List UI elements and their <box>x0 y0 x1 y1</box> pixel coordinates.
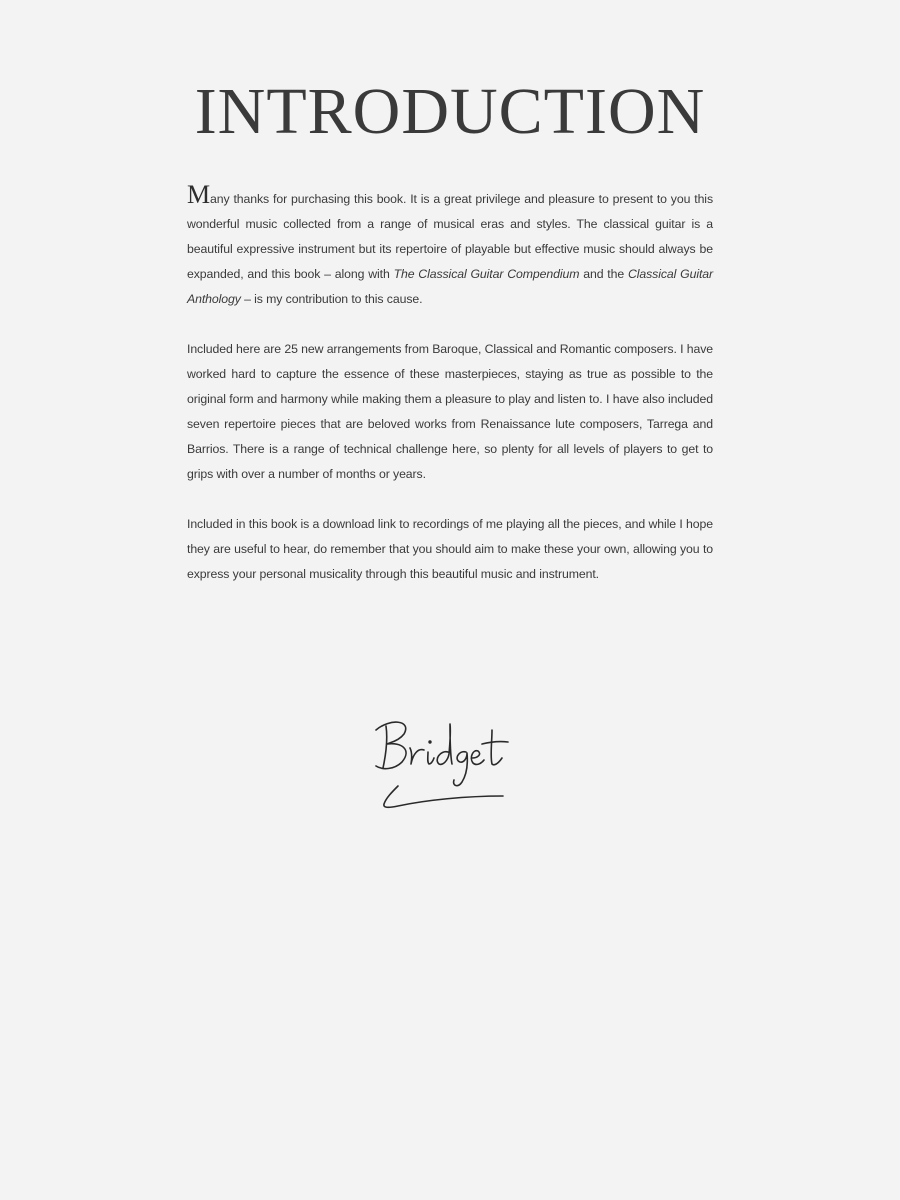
paragraph-1-text-c: – is my contribution to this cause. <box>240 292 423 306</box>
paragraph-1-text-a: any thanks for purchasing this book. It is a great privilege and pleasure to present to you this wonderful music collected from a range of musical eras and styles. The classical guitar is a beautiful expressive instrument but its repertoire of playable but effective music should always be expanded, and this book – along with <box>187 192 713 281</box>
drop-cap: M <box>187 180 211 209</box>
signature-image <box>368 712 538 822</box>
body-text <box>187 180 713 612</box>
paragraph-1 <box>187 180 713 312</box>
paragraph-1-text-b: and the <box>579 267 628 281</box>
paragraph-2: Included here are 25 new arrangements from Baroque, Classical and Romantic composers. I have worked hard to capture the essence of these masterpieces, staying as true as possible to the original form and harmony while making them a pleasure to play and listen to. I have also included seven repertoire pieces that are beloved works from Renaissance lute composers, Tarrega and Barrios. There is a range of technical challenge here, so plenty for all levels of players to get to grips with over a number of months or years. <box>187 342 713 481</box>
book-title-compendium: The Classical Guitar Compendium <box>393 267 580 281</box>
paragraph-3: Included in this book is a download link to recordings of me playing all the pieces, and while I hope they are useful to hear, do remember that you should aim to make these your own, allowing you to express your personal musicality through this beautiful music and instrument. <box>187 517 713 581</box>
page-title: INTRODUCTION <box>194 75 706 148</box>
book-title-anthology: Classical Guitar Anthology <box>187 267 713 306</box>
